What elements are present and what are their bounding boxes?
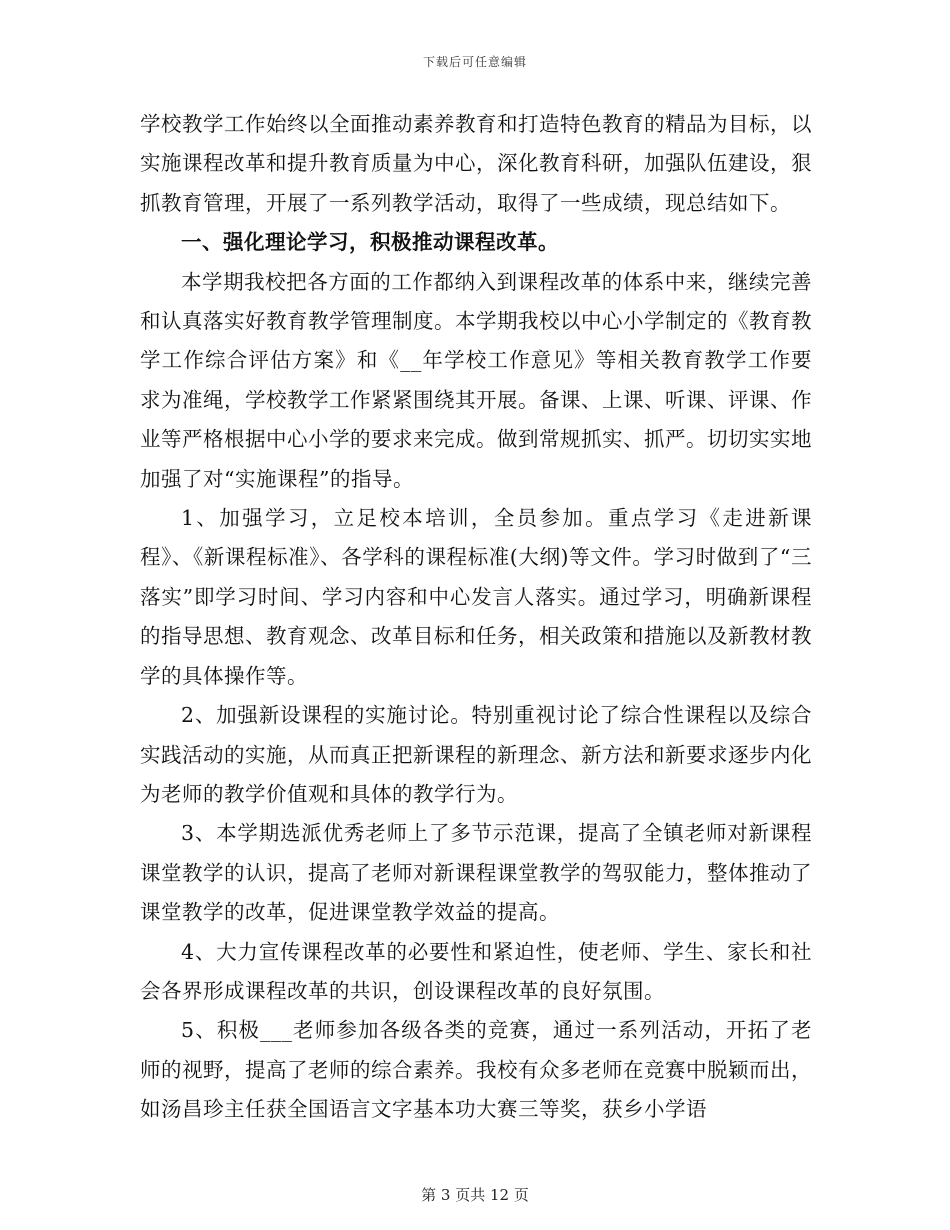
list-item-2: 2、加强新设课程的实施讨论。特别重视讨论了综合性课程以及综合实践活动的实施，从而真正把新课程的新理念、新方法和新要求逐步内化为老师的教学价值观和具体的教学行为。 bbox=[140, 703, 812, 806]
page-footer: 第 3 页共 12 页 bbox=[421, 1186, 529, 1204]
page-header: 下载后可任意编辑 bbox=[422, 55, 527, 69]
list-item-3: 3、本学期选派优秀老师上了多节示范课，提高了全镇老师对新课程课堂教学的认识，提高了老师对新课程课堂教学的驾驭能力，整体推动了课堂教学的改革，促进课堂教学效益的提高。 bbox=[140, 821, 812, 925]
list-item-1: 1、加强学习，立足校本培训，全员参加。重点学习《走进新课程》、《新课程标准》、各学科的课程标准(大纲)等文件。学习时做到了“三落实”即学习时间、学习内容和中心发言人落实。通过学习，明确新课程的指导思想、教育观念、改革目标和任务，相关政策和措施以及新教材教学的具体操作等。 bbox=[140, 506, 812, 688]
list-item-4: 4、大力宣传课程改革的必要性和紧迫性，使老师、学生、家长和社会各界形成课程改革的共识，创设课程改革的良好氛围。 bbox=[140, 939, 812, 1003]
body-paragraph: 本学期我校把各方面的工作都纳入到课程改革的体系中来，继续完善和认真落实好教育教学管理制度。本学期我校以中心小学制定的《教育教学工作综合评估方案》和《__年学校工作意见》等相关教育教学工作要求为准绳，学校教学工作紧紧围绕其开展。备课、上课、听课、评课、作业等严格根据中心小学的要求来完成。做到常规抓实、抓严。切切实实地加强了对“实施课程”的指导。 bbox=[140, 269, 812, 491]
list-item-5: 5、积极___老师参加各级各类的竞赛，通过一系列活动，开拓了老师的视野，提高了老师的综合素养。我校有众多老师在竞赛中脱颖而出，如汤昌珍主任获全国语言文字基本功大赛三等奖，获乡小学语 bbox=[140, 1018, 812, 1122]
intro-paragraph: 学校教学工作始终以全面推动素养教育和打造特色教育的精品为目标，以实施课程改革和提升教育质量为中心，深化教育科研，加强队伍建设，狠抓教育管理，开展了一系列教学活动，取得了一些成绩，现总结如下。 bbox=[140, 112, 812, 215]
document-body bbox=[140, 105, 812, 1130]
section-heading: 一、强化理论学习，积极推动课程改革。 bbox=[181, 230, 559, 255]
